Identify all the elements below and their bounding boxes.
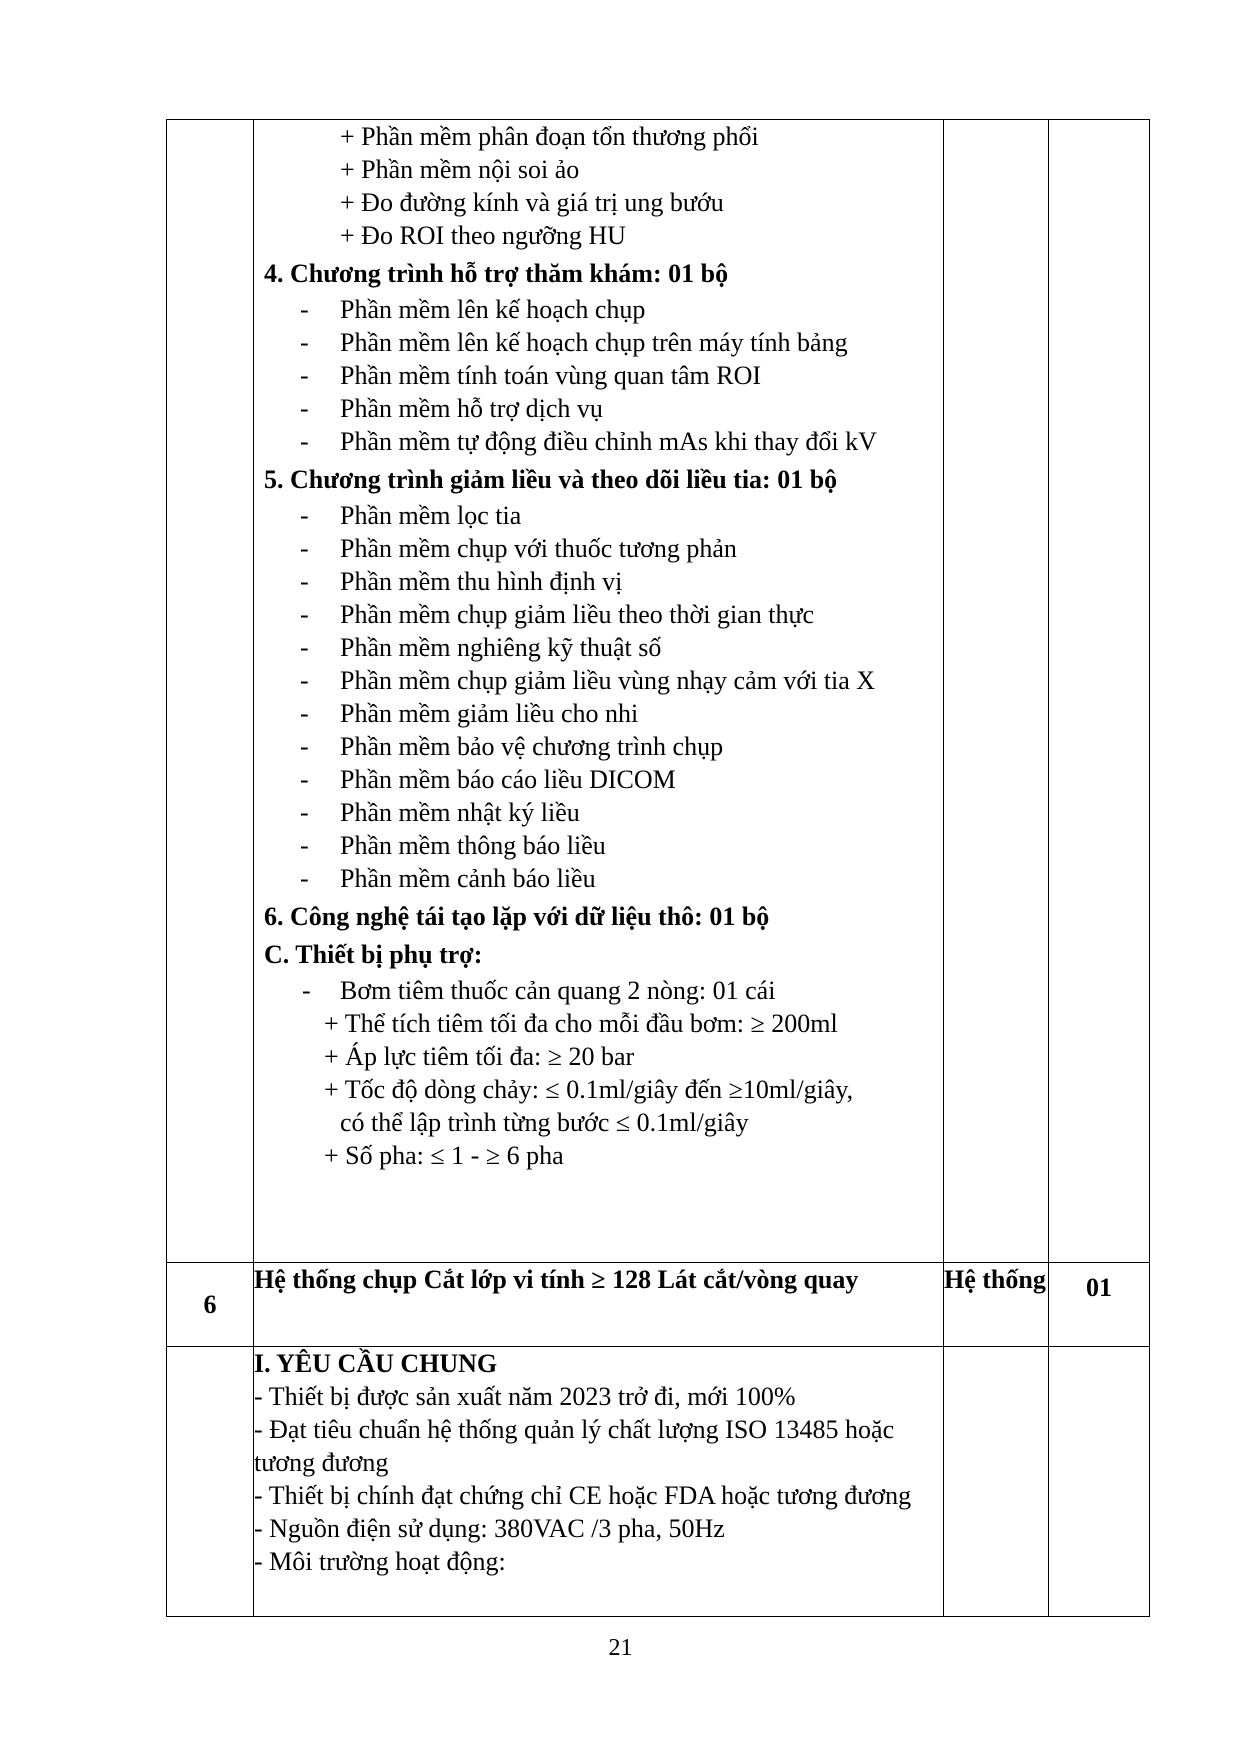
list-item-text: Phần mềm nghiêng kỹ thuật số <box>340 633 662 662</box>
specification-table <box>166 119 1150 1617</box>
dash-marker: - <box>302 976 311 1005</box>
dash-marker: - <box>300 328 309 357</box>
section-heading-general: I. YÊU CẦU CHUNG <box>254 1349 498 1378</box>
requirement-line: - Môi trường hoạt động: <box>254 1547 506 1576</box>
cell-number-empty <box>167 1347 254 1617</box>
list-item-text: Phần mềm thông báo liều <box>340 831 606 860</box>
cell-quantity-empty <box>1049 1347 1150 1617</box>
list-item <box>264 664 935 697</box>
list-item-text: Phần mềm chụp giảm liều vùng nhạy cảm với tia X <box>340 666 876 695</box>
list-item <box>264 697 935 730</box>
cell-number-empty <box>167 120 254 1263</box>
table-row-item-6 <box>167 1263 1150 1347</box>
list-item: + Phần mềm phân đoạn tổn thương phổi <box>340 122 759 151</box>
item-quantity: 01 <box>1049 1263 1150 1347</box>
list-item-text: Phần mềm báo cáo liều DICOM <box>340 765 676 794</box>
list-item <box>264 763 935 796</box>
item-unit: Hệ thống <box>944 1263 1049 1347</box>
list-item: + Đo đường kính và giá trị ung bướu <box>340 188 724 217</box>
list-item: + Đo ROI theo ngưỡng HU <box>340 221 626 250</box>
requirement-line: - Thiết bị chính đạt chứng chỉ CE hoặc FDA hoặc tương đương <box>254 1481 912 1510</box>
list-item-text: Phần mềm chụp giảm liều theo thời gian thực <box>340 600 815 629</box>
list-item <box>264 565 935 598</box>
list-item <box>264 293 935 326</box>
list-item <box>264 392 935 425</box>
dash-marker: - <box>300 633 309 662</box>
dash-marker: - <box>300 534 309 563</box>
list-item-text: Phần mềm tính toán vùng quan tâm ROI <box>340 361 762 390</box>
item-name: Hệ thống chụp Cắt lớp vi tính ≥ 128 Lát cắt/vòng quay <box>254 1263 944 1347</box>
list-item-text: Phần mềm lên kế hoạch chụp trên máy tính bảng <box>340 328 848 357</box>
item-number: 6 <box>167 1263 254 1347</box>
dash-marker: - <box>300 501 309 530</box>
list-item <box>264 730 935 763</box>
dash-marker: - <box>300 427 309 456</box>
list-sub-item: có thể lập trình từng bước ≤ 0.1ml/giây <box>340 1108 749 1137</box>
cell-unit-empty <box>944 120 1049 1263</box>
list-item <box>264 631 935 664</box>
dash-marker: - <box>300 864 309 893</box>
dash-marker: - <box>300 798 309 827</box>
list-item-text: Phần mềm bảo vệ chương trình chụp <box>340 732 724 761</box>
table-row-general-requirements <box>167 1347 1150 1617</box>
dash-marker: - <box>300 295 309 324</box>
list-item-text: Phần mềm chụp với thuốc tương phản <box>340 534 737 563</box>
dash-marker: - <box>300 831 309 860</box>
requirement-line: - Nguồn điện sử dụng: 380VAC /3 pha, 50Hz <box>254 1514 725 1543</box>
list-item <box>264 499 935 532</box>
list-item-text: Phần mềm lọc tia <box>340 501 522 530</box>
list-sub-item: + Thể tích tiêm tối đa cho mỗi đầu bơm: ≥ 200ml <box>324 1009 838 1038</box>
page-number: 21 <box>608 1635 633 1661</box>
list-item <box>264 829 935 862</box>
list-item-text: Phần mềm cảnh báo liều <box>340 864 596 893</box>
list-item <box>264 862 935 895</box>
dash-marker: - <box>300 567 309 596</box>
list-item <box>264 326 935 359</box>
table-row-continuation <box>167 120 1150 1263</box>
dash-marker: - <box>300 699 309 728</box>
list-item <box>264 974 935 1007</box>
list-item: + Phần mềm nội soi ảo <box>340 155 580 184</box>
list-sub-item: + Tốc độ dòng chảy: ≤ 0.1ml/giây đến ≥10ml/giây, <box>324 1075 854 1104</box>
section-heading-c: C. Thiết bị phụ trợ: <box>264 940 483 969</box>
list-item <box>264 425 935 458</box>
list-item <box>264 359 935 392</box>
cell-specification <box>254 120 944 1263</box>
list-item <box>264 532 935 565</box>
dash-marker: - <box>300 361 309 390</box>
requirement-line: - Thiết bị được sản xuất năm 2023 trở đi, mới 100% <box>254 1382 796 1411</box>
list-item-text: Phần mềm lên kế hoạch chụp <box>340 295 646 324</box>
list-item <box>264 796 935 829</box>
list-item-text: Bơm tiêm thuốc cản quang 2 nòng: 01 cái <box>340 976 776 1005</box>
list-item-text: Phần mềm hỗ trợ dịch vụ <box>340 394 603 423</box>
list-item <box>264 598 935 631</box>
list-item-text: Phần mềm giảm liều cho nhi <box>340 699 639 728</box>
requirement-line: - Đạt tiêu chuẩn hệ thống quản lý chất lượng ISO 13485 hoặc tương đương <box>254 1415 895 1477</box>
dash-marker: - <box>300 666 309 695</box>
cell-general-requirements <box>254 1347 944 1617</box>
cell-unit-empty <box>944 1347 1049 1617</box>
section-heading-4: 4. Chương trình hỗ trợ thăm khám: 01 bộ <box>264 259 729 288</box>
dash-marker: - <box>300 765 309 794</box>
dash-marker: - <box>300 600 309 629</box>
list-item-text: Phần mềm tự động điều chỉnh mAs khi thay đổi kV <box>340 427 877 456</box>
list-sub-item: + Số pha: ≤ 1 - ≥ 6 pha <box>324 1141 564 1170</box>
dash-marker: - <box>300 394 309 423</box>
cell-quantity-empty <box>1049 120 1150 1263</box>
list-item-text: Phần mềm thu hình định vị <box>340 567 623 596</box>
list-item-text: Phần mềm nhật ký liều <box>340 798 580 827</box>
section-heading-6: 6. Công nghệ tái tạo lặp với dữ liệu thô: 01 bộ <box>264 902 770 931</box>
dash-marker: - <box>300 732 309 761</box>
section-heading-5: 5. Chương trình giảm liều và theo dõi liều tia: 01 bộ <box>264 465 838 494</box>
list-sub-item: + Áp lực tiêm tối đa: ≥ 20 bar <box>324 1042 635 1071</box>
